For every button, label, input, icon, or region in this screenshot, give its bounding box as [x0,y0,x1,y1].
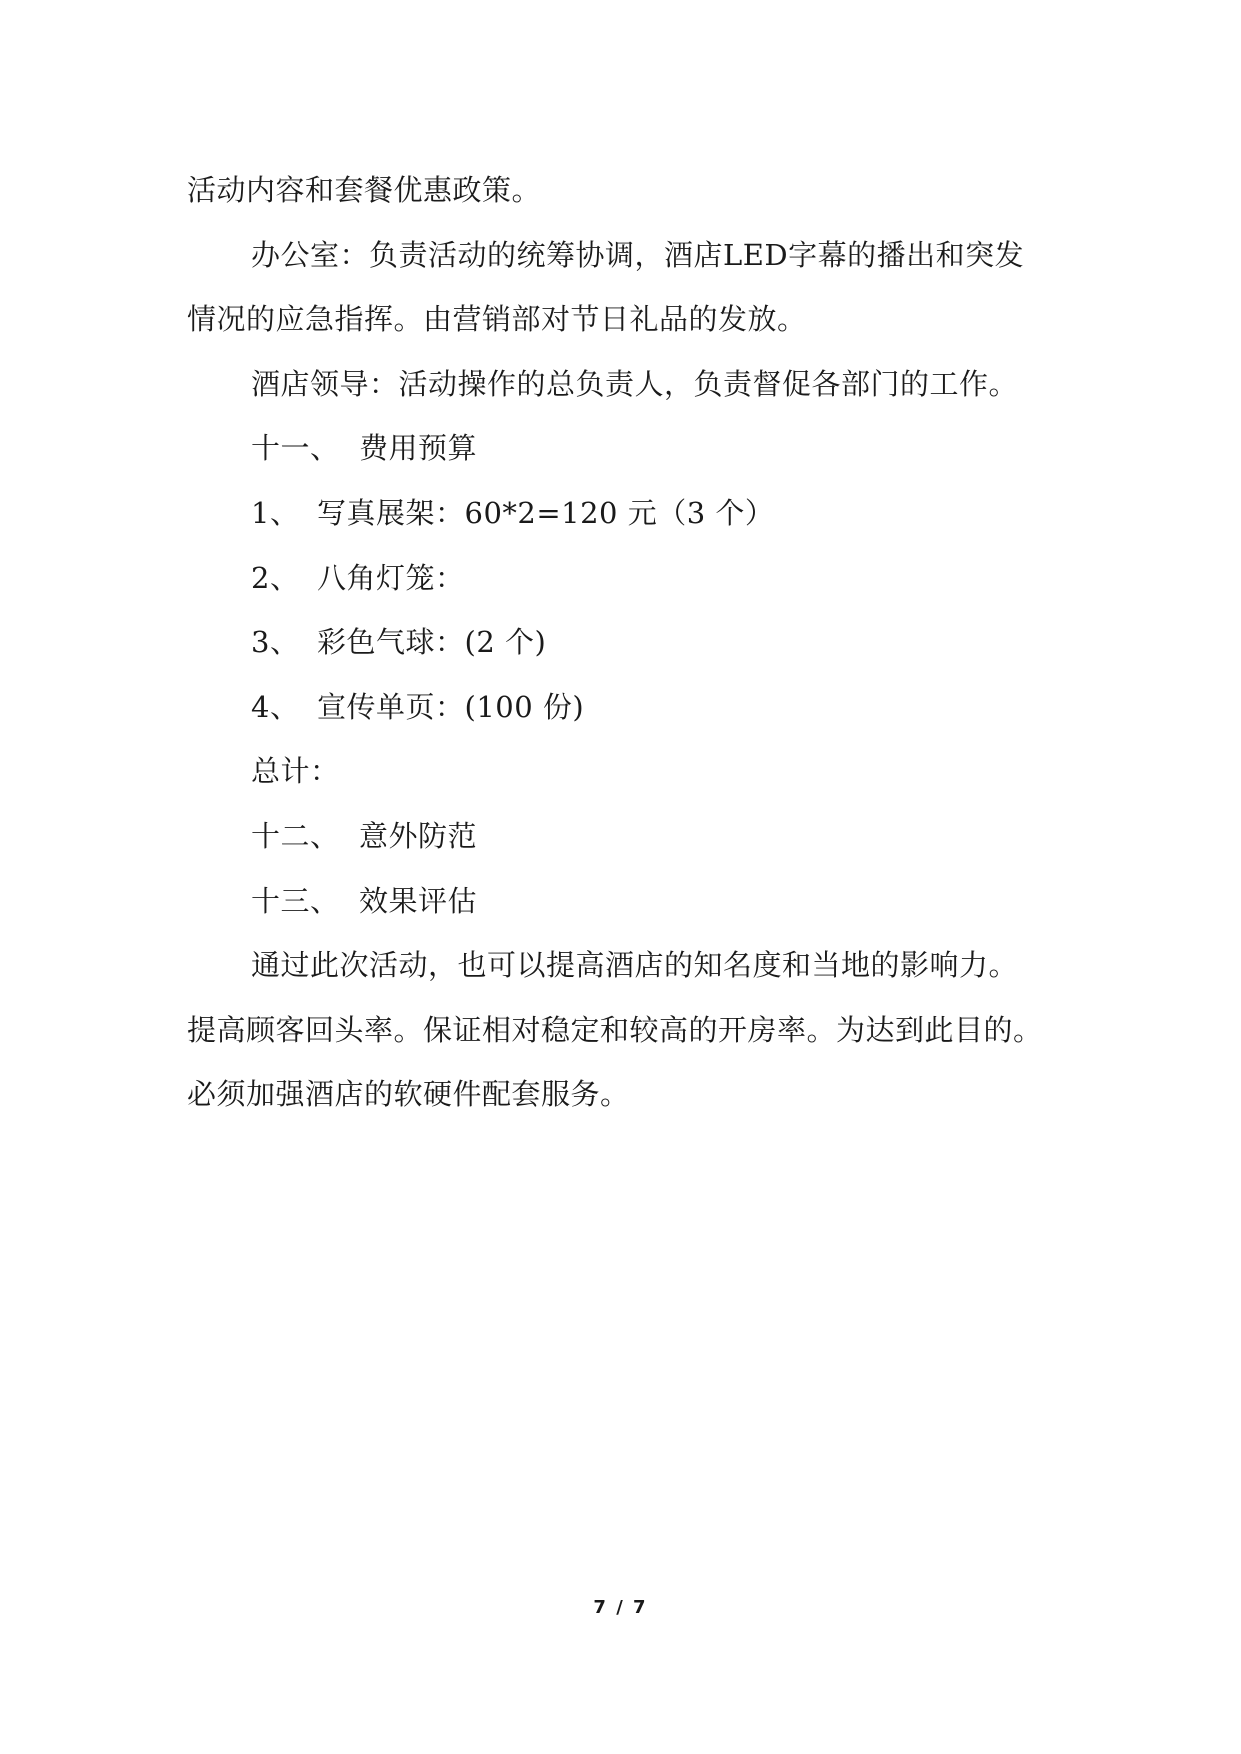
page-number: 7 / 7 [593,1597,648,1618]
budget-item-text: 宣传单页：(100 份) [317,689,585,724]
budget-item-number: 1、 [251,495,300,530]
budget-item-text: 彩色气球：(2 个) [317,625,547,660]
evaluation-line-3: 必须加强酒店的软硬件配套服务。 [187,1077,630,1112]
budget-item [187,610,1067,675]
budget-item-number: 4、 [251,689,300,724]
budget-item-text: 写真展架：60*2=120 元（3 个） [317,495,775,530]
budget-item-number: 2、 [251,560,300,595]
section-number: 十一、 [251,431,340,466]
document-body [187,158,1067,1127]
paragraph-continuation: 活动内容和套餐优惠政策。 [187,173,542,207]
evaluation-line-1: 通过此次活动，也可以提高酒店的知名度和当地的影响力。 [251,948,1019,983]
budget-total: 总计： [251,754,340,789]
section-title: 费用预算 [359,431,478,466]
section-number: 十二、 [251,818,340,853]
hotel-leader-duty: 酒店领导：活动操作的总负责人，负责督促各部门的工作。 [251,366,1019,401]
budget-item-number: 3、 [251,625,300,660]
section-heading-accident-prevention [187,804,1067,869]
office-duty-line-2: 情况的应急指挥。由营销部对节日礼品的发放。 [187,302,807,337]
section-title: 意外防范 [359,818,478,853]
budget-item [187,546,1067,611]
section-number: 十三、 [251,883,340,918]
section-heading-effect-evaluation [187,869,1067,934]
section-heading-budget [187,416,1067,481]
budget-item [187,481,1067,546]
office-duty-line-1: 办公室：负责活动的统筹协调，酒店LED字幕的播出和突发 [251,237,1025,272]
evaluation-line-2: 提高顾客回头率。保证相对稳定和较高的开房率。为达到此目的。 [187,1012,1043,1047]
budget-item-text: 八角灯笼： [317,560,465,595]
budget-item [187,675,1067,740]
section-title: 效果评估 [359,883,478,918]
